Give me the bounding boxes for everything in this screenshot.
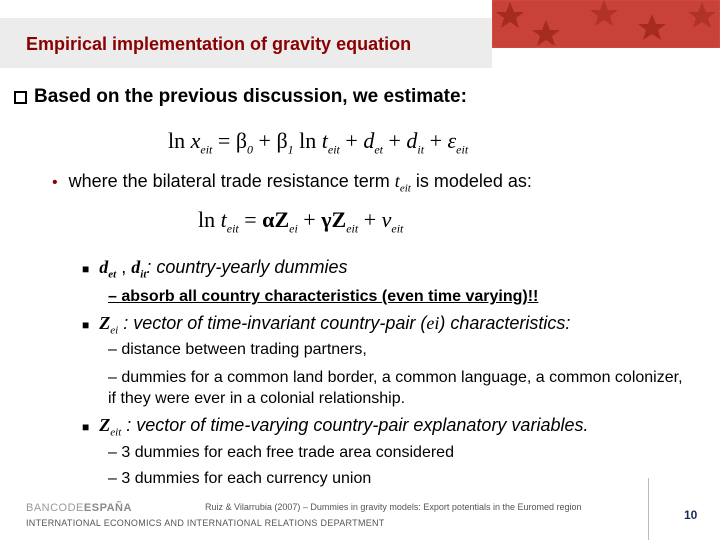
item-country-dummies: ■ $d_{et}$ , $d_{it}$: country-yearly dummies — [82, 257, 348, 281]
subitem-dummies-border: – dummies for a common land border, a common language, a common colonizer, if they were ever in a colonial relationship. — [108, 369, 683, 407]
main-bullet — [14, 86, 467, 108]
footer-divider — [648, 478, 649, 540]
equation-gravity: $\ln x_{eit} = \beta_0 + \beta_1$ $\ln t_{eit} + d_{et} + d_{it} + \varepsilon_{eit}$ — [168, 128, 469, 157]
slide-title: Empirical implementation of gravity equation — [26, 34, 412, 54]
page-number: 10 — [684, 508, 698, 522]
sub-bullet-resistance: • where the bilateral trade resistance term $t_{eit}$ is modeled as: — [52, 171, 532, 195]
square-bullet-icon: ■ — [82, 262, 90, 276]
checkbox-bullet-icon — [14, 91, 27, 104]
eu-flag-decoration — [492, 0, 720, 48]
department-name: INTERNATIONAL ECONOMICS AND INTERNATIONAL RELATIONS DEPARTMENT — [26, 518, 385, 528]
citation: Ruiz & Vilarrubia (2007) – Dummies in gravity models: Export potentials in the Euromed region — [205, 502, 582, 512]
bullet-dot-icon: • — [52, 174, 58, 191]
item-time-invariant: ■ $Z_{ei}$ : vector of time-invariant country-pair (ei) characteristics: — [82, 313, 571, 337]
subitem-absorb: – absorb all country characteristics (even time varying)!! — [108, 288, 539, 305]
equation-resistance: $\ln t_{eit} = \alpha Z_{ei} + \gamma Z_{eit} + \nu_{eit}$ — [198, 207, 404, 236]
main-bullet-text: Based on the previous discussion, we estimate: — [34, 86, 467, 107]
subitem-currency-union: – 3 dummies for each currency union — [108, 470, 372, 487]
square-bullet-icon: ■ — [82, 318, 90, 332]
item-time-varying: ■ $Z_{eit}$ : vector of time-varying country-pair explanatory variables. — [82, 415, 589, 439]
subitem-distance: – distance between trading partners, — [108, 341, 367, 358]
square-bullet-icon: ■ — [82, 420, 90, 434]
subitem-free-trade: – 3 dummies for each free trade area considered — [108, 444, 454, 461]
banco-de-espana-logo: BANCODEESPAÑA — [26, 502, 132, 514]
